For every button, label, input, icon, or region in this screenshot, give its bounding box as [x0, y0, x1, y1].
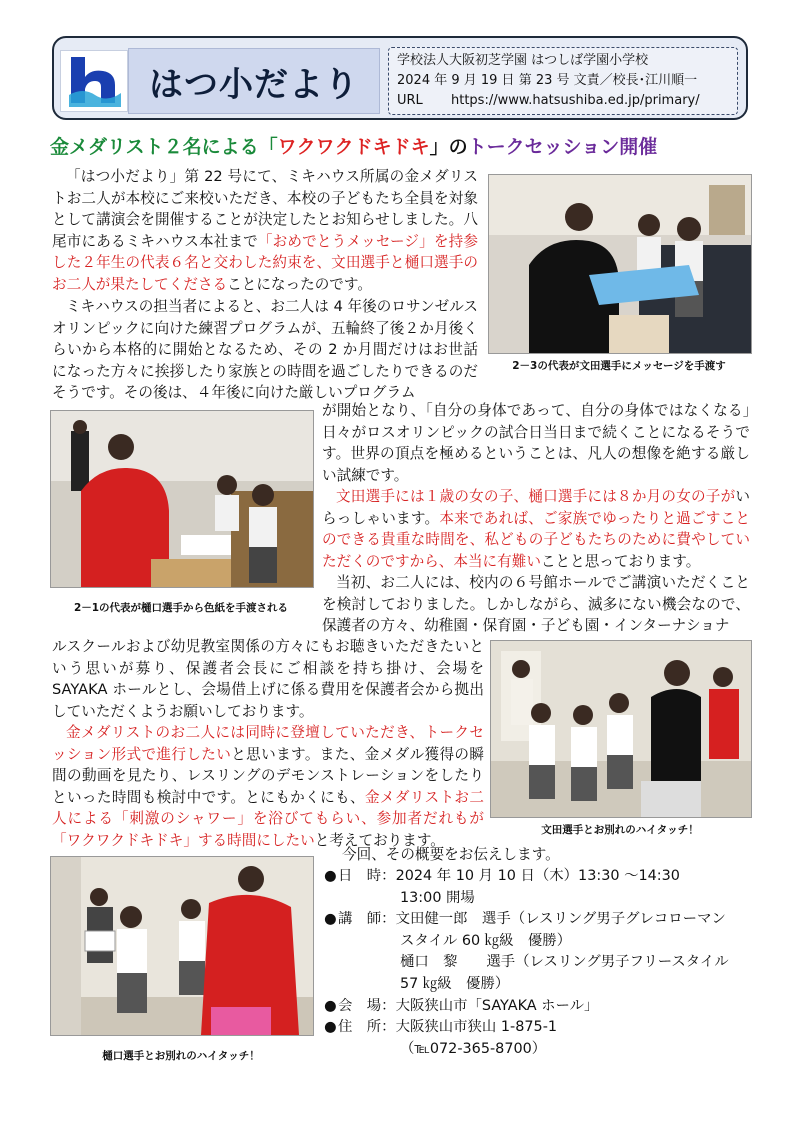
caption-photo-2: 2－1の代表が樋口選手から色紙を手渡される — [73, 602, 289, 614]
headline-part1: 金メダリスト２名による「 — [50, 136, 278, 158]
detail-speaker2: 樋口 黎 選手（レスリング男子フリースタイル — [400, 954, 729, 971]
detail-venue: ●会 場：大阪狭山市「SAYAKA ホール」 — [324, 997, 599, 1014]
caption-photo-3: 文田選手とお別れのハイタッチ！ — [541, 824, 699, 836]
headline-part4: トークセッション開催 — [467, 136, 658, 158]
caption-photo-1: 2－3の代表が文田選手にメッセージを手渡す — [512, 360, 726, 372]
caption-photo-4: 樋口選手とお別れのハイタッチ！ — [102, 1050, 260, 1062]
h-school-logo-icon — [61, 51, 127, 111]
newsletter-title: はつ小だより — [149, 64, 359, 105]
paragraph-1: 「はつ小だより」第 22 号にて、ミキハウス所属の金メダリストお二人が本校にご来校いただき、本校の子どもたち全員を対象として講演会を開催することが決定したとお知らせしました。八尾市にあるミキハウス本社まで「おめでとうメッセージ」を持参した２年生の代表６名と交わした約束を、文田選手と樋口選手のお二人が果たしてくださることになったのです。 — [52, 168, 478, 293]
issue-line: 2024 年 9 月 19 日 第 23 号 文責／校長･江川順一 — [397, 73, 698, 88]
issue-info — [388, 47, 738, 115]
detail-date: ●日 時：2024 年 10 月 10 日（木）13:30 ～14:30 — [324, 868, 680, 884]
event-details — [324, 866, 729, 1060]
school-logo — [60, 50, 128, 112]
paragraph-2: ミキハウスの担当者によると、お二人は 4 年後のロサンゼルスオリンピックに向けた練習プログラムが、五輪終了後２か月後くらいから本格的に開始となるため、その 2 か月間だけはお世話になった方々に挨拶したり家族との時間を過ごしたりできるのだそうです。その後は、４年後に向けた厳しいプログラム — [52, 298, 478, 402]
photo-shikishi-handover — [50, 410, 314, 588]
detail-speakers: ●講 師：文田健一郎 選手（レスリング男子グレコローマン — [324, 911, 726, 928]
photo-fumita-high-five — [490, 640, 752, 818]
headline-part3: 」の — [429, 136, 468, 158]
paragraph-3: 文田選手には１歳の女の子、樋口選手には８か月の女の子がいらっしゃいます。本来であれば、ご家族でゆったりと過ごすことのできる貴重な時間を、私どもの子どもたちのために費やしていただくのですから、本当に有難いことと思っております。 — [322, 488, 750, 570]
school-name: 学校法人大阪初芝学園 はつしば学園小学校 — [397, 53, 649, 68]
paragraph-5: 金メダリストのお二人には同時に登壇していただき、トークセッション形式で進行したいと思います。また、金メダル獲得の瞬間の動画を見たり、レスリングのデモンストレーションをしたりといった時間も検討中です。とにもかくにも、金メダリストお二人による「刺激のシャワー」を浴びてもらい、参加者だれもが「ワクワクドキドキ」する時間にしたいと考えております。 — [52, 724, 484, 849]
detail-speaker1-cont: スタイル 60 ㎏級 優勝） — [400, 932, 572, 949]
headline-part2: ワクワクドキドキ — [277, 136, 430, 158]
newsletter-title-box — [128, 48, 380, 114]
detail-open-time: 13:00 開場 — [400, 889, 475, 906]
paragraph-2-cont: が開始となり、「自分の身体であって、自分の身体ではなくなる」日々がロスオリンピックの試合日当日まで続くことになるそうです。世界の頂点を極めるということは、凡人の想像を絶する厳しい試練です。 — [322, 402, 750, 484]
detail-address: ●住 所：大阪狭山市狭山 1-875-1 — [324, 1019, 558, 1036]
paragraph-6: 今回、その概要をお伝えします。 — [342, 846, 560, 863]
photo-message-handover — [488, 174, 752, 354]
detail-tel: （℡072-365-8700） — [400, 1040, 547, 1057]
paragraph-4: 当初、お二人には、校内の６号館ホールでご講演いただくことを検討しておりました。しかしながら、滅多にない機会なので、保護者の方々、幼稚園・保育園・子ども園・インターナショナ — [322, 574, 750, 635]
detail-speaker2-cont: 57 ㎏級 優勝） — [400, 975, 510, 992]
school-url[interactable]: https://www.hatsushiba.ed.jp/primary/ — [451, 93, 700, 108]
url-label: URL — [397, 93, 423, 108]
paragraph-4-cont: ルスクールおよび幼児教室関係の方々にもお聴きいただきたいという思いが募り、保護者会長にご相談を持ち掛け、会場をSAYAKA ホールとし、会場借上げに係る費用を保護者会から拠出していただくようお願いしております。 — [52, 638, 484, 720]
article-headline — [50, 132, 750, 159]
photo-higuchi-high-five — [50, 856, 314, 1036]
